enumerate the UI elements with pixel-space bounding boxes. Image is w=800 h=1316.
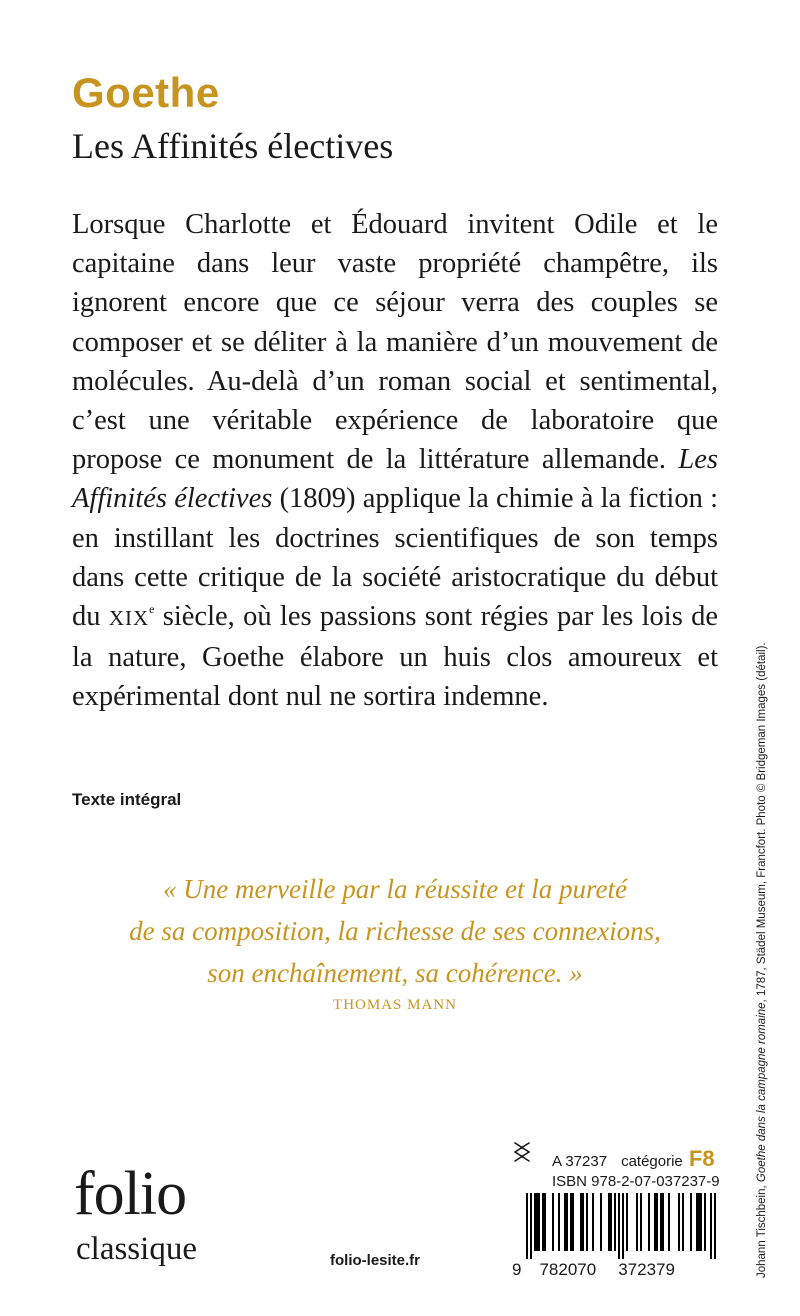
reference-line	[552, 1146, 715, 1172]
summary-text-3: siècle, où les passions sont régies par les lois de la nature, Goethe élabore un huis clos amoureux et expérimental dont nul ne sortira indemne.	[72, 601, 719, 713]
barcode-bar	[696, 1193, 698, 1251]
barcode-bar	[662, 1193, 664, 1251]
barcode-bar	[614, 1193, 616, 1251]
barcode-bar	[622, 1193, 624, 1259]
photo-credit	[756, 642, 768, 1278]
barcode-bar	[572, 1193, 574, 1251]
barcode-bar	[704, 1193, 706, 1251]
quote-line: « Une merveille par la réussite et la pureté	[163, 874, 627, 904]
barcode-bar	[648, 1193, 650, 1251]
barcode-bar	[552, 1193, 554, 1251]
barcode-bar	[582, 1193, 584, 1251]
barcode-bar	[600, 1193, 602, 1251]
summary-text-1: Lorsque Charlotte et Édouard invitent Odile et le capitaine dans leur vaste propriété champêtre, ils ignorent encore que ce séjour verra des couples se composer et se déliter à la manière d’un mouvement de molécules. Au-delà d’un roman social et sentimental, c’est une véritable expérience de laboratoire que propose ce monument de la littérature allemande.	[72, 209, 718, 476]
barcode-bar	[592, 1193, 594, 1251]
credit-painting: Goethe dans la campagne romaine	[756, 1002, 768, 1183]
barcode-bar	[534, 1193, 536, 1251]
barcode-digits	[512, 1260, 722, 1280]
barcode-bar	[544, 1193, 546, 1251]
folio-logo: folio	[74, 1160, 187, 1228]
barcode-bar	[682, 1193, 684, 1251]
barcode-group-2: 372379	[618, 1260, 675, 1279]
credit-rest: , 1787, Städel Museum, Francfort. Photo © Bridgeman Images (détail).	[756, 642, 768, 1003]
barcode-bar	[678, 1193, 680, 1251]
barcode-bar	[710, 1193, 712, 1259]
barcode-bar	[558, 1193, 560, 1251]
quote-line: son enchaînement, sa cohérence. »	[207, 958, 583, 988]
barcode-lead-digit: 9	[512, 1260, 522, 1279]
barcode-bar	[656, 1193, 658, 1251]
edition-label: Texte intégral	[72, 790, 182, 809]
credit-painter: Johann Tischbein,	[756, 1182, 768, 1278]
website-link[interactable]: folio-lesite.fr	[330, 1252, 421, 1269]
barcode-bar	[580, 1193, 582, 1251]
barcode-bar	[536, 1193, 538, 1251]
barcode-bar	[640, 1193, 642, 1251]
barcode-bar	[570, 1193, 572, 1251]
barcode-bar	[608, 1193, 610, 1251]
author-name: Goethe	[72, 69, 220, 116]
barcode-bar	[610, 1193, 612, 1251]
category-code: F8	[688, 1146, 715, 1171]
barcode-bar	[618, 1193, 620, 1259]
collection-name: classique	[76, 1231, 197, 1267]
pull-quote	[72, 868, 718, 994]
reference-code: A 37237	[552, 1153, 608, 1170]
barcode-bar	[700, 1193, 702, 1251]
book-title: Les Affinités électives	[72, 126, 394, 166]
barcode-bar	[538, 1193, 540, 1251]
barcode-group-1: 782070	[539, 1260, 597, 1279]
category-label: catégorie	[621, 1153, 683, 1170]
barcode-bar	[626, 1193, 628, 1251]
barcode	[512, 1193, 722, 1259]
barcode-bar	[530, 1193, 532, 1259]
barcode-bar	[566, 1193, 568, 1251]
summary-text-2: (1809) applique la chimie à la fiction : en instillant les doctrines scientifiques de son temps dans cette critique de la société aristocratique du début du	[72, 483, 718, 633]
quote-author: THOMAS MANN	[333, 997, 457, 1013]
century-suffix: e	[149, 602, 155, 617]
gallimard-monogram-icon	[512, 1141, 532, 1163]
quote-line: de sa composition, la richesse de ses connexions,	[129, 916, 661, 946]
barcode-bar	[714, 1193, 716, 1259]
isbn-number: ISBN 978-2-07-037237-9	[552, 1173, 720, 1190]
barcode-bar	[542, 1193, 544, 1251]
century-numeral: XIX	[108, 606, 150, 631]
barcode-bar	[690, 1193, 692, 1251]
barcode-bar	[654, 1193, 656, 1251]
back-cover-summary	[72, 205, 718, 717]
barcode-bar	[660, 1193, 662, 1251]
barcode-bar	[668, 1193, 670, 1251]
summary-italic-title: Les Affinités électives	[72, 444, 718, 515]
barcode-bar	[564, 1193, 566, 1251]
barcode-bar	[698, 1193, 700, 1251]
barcode-bar	[586, 1193, 588, 1251]
barcode-bar	[526, 1193, 528, 1259]
barcode-bar	[636, 1193, 638, 1251]
